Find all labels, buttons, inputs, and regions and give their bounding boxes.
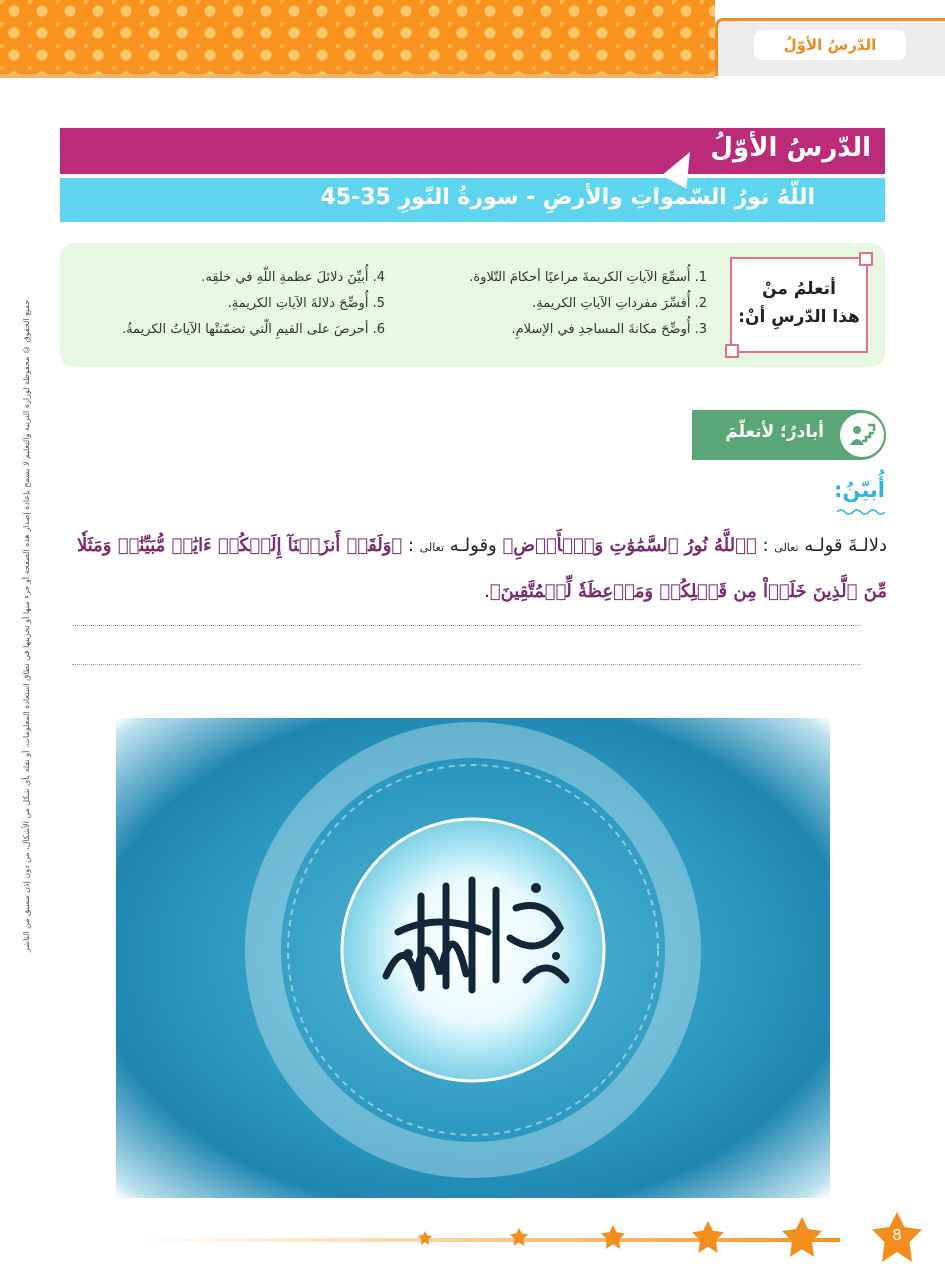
objective-item: 5. أُوضِّحَ دلالةَ الآياتِ الكريمةِ. — [227, 296, 385, 311]
objectives-title-line1: أتعلمُ منْ — [762, 279, 836, 299]
footer-line — [140, 1238, 840, 1242]
objective-item: 6. أحرصَ على القيمِ الّتي تضمّنتْها الآياتُ الكريمةُ. — [121, 322, 385, 337]
learning-objectives-box — [60, 243, 885, 367]
objectives-list-first — [417, 265, 707, 343]
task-heading: أُبيّنُ: — [834, 478, 885, 502]
lesson-title: الدّرسُ الأوّلُ — [710, 133, 871, 163]
footer-star-icon — [601, 1225, 625, 1249]
calligraphy-artwork — [116, 718, 830, 1198]
header-tab-label: الدّرسُ الأوّلُ — [754, 30, 906, 60]
answer-line-2[interactable] — [72, 664, 860, 665]
and-his-saying: وقولـه — [449, 535, 497, 556]
section-header-abadir — [692, 410, 886, 460]
learner-stairs-icon — [840, 413, 884, 457]
footer-star-icon — [418, 1231, 432, 1245]
objectives-title — [732, 275, 866, 331]
colon-mark: : — [762, 535, 769, 556]
calligraphy-image — [116, 718, 830, 1198]
lesson-subtitle-bar — [60, 178, 885, 222]
objective-item: 4. أُبيِّنَ دلائلَ عظمةِ اللّهِ في خلقِه. — [201, 270, 385, 285]
intro-text: دلالـةَ قولـه — [804, 535, 887, 556]
ayah-quote-1: ﴿ٱللَّهُ نُورُ ٱلسَّمَٰوَٰتِ وَٱلۡأَرۡضِ﴾ — [502, 535, 757, 556]
end-period: . — [484, 581, 490, 602]
objective-item: 3. أُوضِّحَ مكانةَ المساجدِ في الإسلامِ. — [511, 322, 707, 337]
lesson-title-bar — [60, 128, 885, 174]
objectives-title-line2: هذا الدّرسِ أنْ: — [738, 307, 860, 327]
objective-item: 2. أُفسِّرَ مفرداتِ الآياتِ الكريمةِ. — [532, 296, 707, 311]
objectives-list-second — [85, 265, 385, 343]
colon-mark: : — [407, 535, 415, 556]
lesson-subtitle: اللّهُ نورُ السّمواتِ والأرضِ - سورةُ النّورِ 35-45 — [320, 185, 815, 210]
heading-wave-decoration — [837, 508, 885, 516]
section-header-label: أبادرُ؛ لأتعلّمَ — [725, 422, 824, 442]
footer-star-icon — [692, 1221, 724, 1253]
page-number: 8 — [892, 1226, 902, 1244]
answer-line-1[interactable] — [72, 625, 860, 626]
taala-mark: تعالى — [774, 541, 799, 554]
objectives-title-frame — [730, 257, 868, 353]
taala-mark: تعالى — [419, 541, 444, 554]
footer-star-icon — [782, 1217, 822, 1257]
top-decorative-banner — [0, 0, 715, 78]
task-paragraph — [58, 524, 887, 614]
footer-star-icon — [510, 1228, 528, 1246]
ayah-quote-2: ﴿وَلَقَدۡ أَنزَلۡنَآ إِلَيۡكُمۡ ءَايَٰتٖ مُّبَيِّنَٰتٖ وَمَثَلٗا مِّنَ ٱلَّذِينَ خَلَوۡاْ مِن قَبۡلِكُمۡ وَمَوۡعِظَةٗ لِّلۡمُتَّقِينَ﴾ — [76, 535, 887, 602]
objective-item: 1. أُسمِّعَ الآياتِ الكريمةَ مراعيًا أحكامَ التّلاوة. — [469, 270, 707, 285]
side-copyright-text: جميع الحقوق © محفوظة لوزارة التربية والتعليم لا يسمح بإعادة إصدار هذه الصفحة أو جزء منها أو تخزينها في نطاق استعادة المعلومات، أو نقله بأي شكل من الأشكال، من دون إذن مسبق من الناشر — [22, 300, 31, 953]
